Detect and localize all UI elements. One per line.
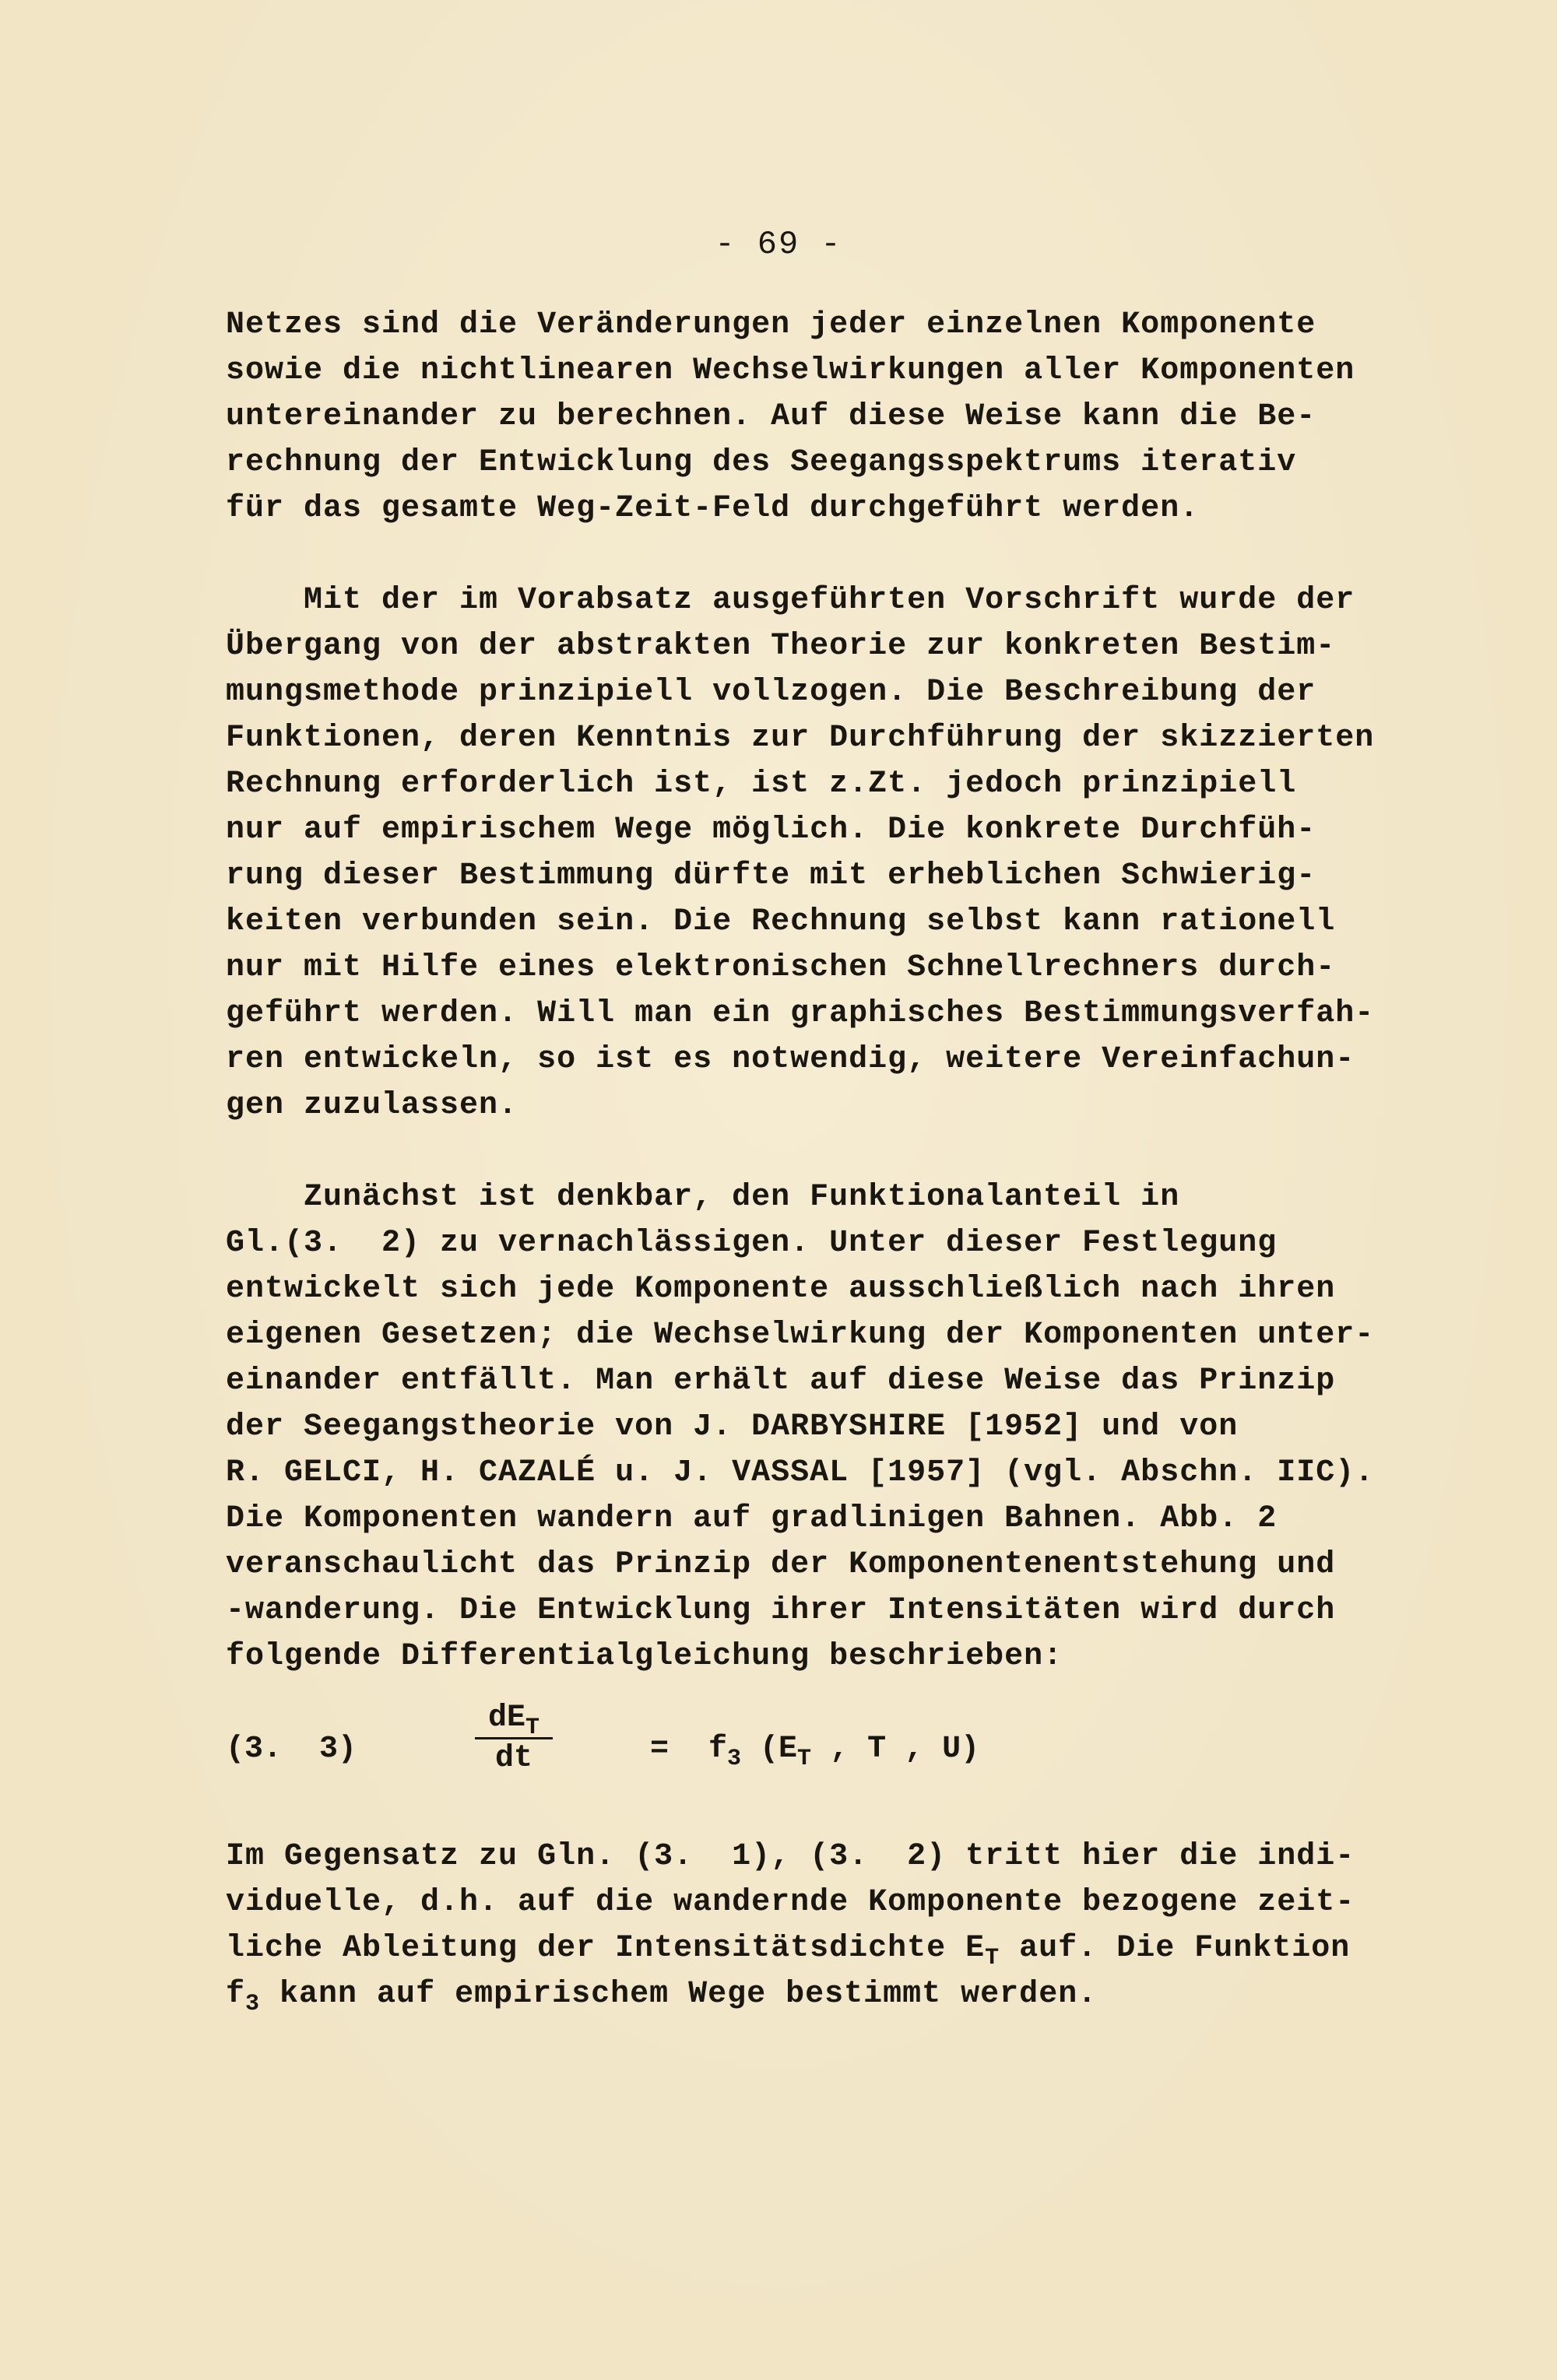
rhs-args-rest: , T , U) <box>811 1732 980 1767</box>
paragraph-1-line-4: rechnung der Entwicklung des Seegangsspektrums iterativ <box>226 445 1297 480</box>
paragraph-1-line-5: für das gesamte Weg-Zeit-Feld durchgeführt werden. <box>226 491 1200 526</box>
paragraph-3-line-7: R. GELCI, H. CAZALÉ u. J. VASSAL [1957] (vgl. Abschn. IIC). <box>226 1455 1375 1490</box>
page-number: - 69 - <box>715 226 842 263</box>
intensity-subscript: T <box>985 1945 1000 1971</box>
paragraph-2-line-1: Mit der im Vorabsatz ausgeführten Vorschrift wurde der <box>226 583 1355 618</box>
paragraph-1-line-2: sowie die nichtlinearen Wechselwirkungen aller Komponenten <box>226 353 1355 388</box>
equation-3-3 <box>0 1701 1557 1802</box>
equation-rhs <box>708 1732 980 1772</box>
function-subscript: 3 <box>245 1991 261 2017</box>
closing-line-4-text: kann auf empirischem Wege bestimmt werden. <box>260 1977 1098 2012</box>
paragraph-2-line-2: Übergang von der abstrakten Theorie zur konkreten Bestim- <box>226 629 1336 664</box>
paragraph-2-line-10: geführt werden. Will man ein graphisches Bestimmungsverfah- <box>226 996 1375 1031</box>
paragraph-2-line-8: keiten verbunden sein. Die Rechnung selbst kann rationell <box>226 904 1336 939</box>
paragraph-2-line-7: rung dieser Bestimmung dürfte mit erheblichen Schwierig- <box>226 858 1316 893</box>
closing-line-4-function: f <box>226 1977 246 2012</box>
equation-fraction <box>475 1701 553 1776</box>
closing-line-3-tail: auf. Die Funktion <box>1000 1931 1351 1966</box>
rhs-function: f <box>708 1732 728 1767</box>
paragraph-2-line-11: ren entwickeln, so ist es notwendig, weitere Vereinfachun- <box>226 1042 1355 1077</box>
equation-number: (3. 3) <box>226 1732 357 1767</box>
fraction-numerator <box>475 1701 553 1739</box>
paragraph-3-line-8: Die Komponenten wandern auf gradlinigen Bahnen. Abb. 2 <box>226 1501 1278 1536</box>
numerator-subscript: T <box>525 1715 540 1741</box>
closing-line-4 <box>226 1976 1098 2017</box>
equals-sign: = <box>650 1732 670 1767</box>
paragraph-2-line-5: Rechnung erforderlich ist, ist z.Zt. jedoch prinzipiell <box>226 767 1297 802</box>
fraction-denominator: dt <box>494 1741 532 1776</box>
rhs-function-subscript: 3 <box>727 1746 742 1772</box>
closing-line-1: Im Gegensatz zu Gln. (3. 1), (3. 2) tritt hier die indi- <box>226 1839 1355 1874</box>
closing-line-3-text: liche Ableitung der Intensitätsdichte E <box>226 1931 986 1966</box>
paragraph-1-line-3: untereinander zu berechnen. Auf diese Weise kann die Be- <box>226 399 1316 434</box>
paragraph-3-line-5: einander entfällt. Man erhält auf diese Weise das Prinzip <box>226 1364 1336 1399</box>
paragraph-3-line-9: veranschaulicht das Prinzip der Komponentenentstehung und <box>226 1547 1336 1582</box>
paragraph-2-line-9: nur mit Hilfe eines elektronischen Schnellrechners durch- <box>226 950 1336 985</box>
closing-line-2: viduelle, d.h. auf die wandernde Komponente bezogene zeit- <box>226 1885 1355 1920</box>
paragraph-2-line-6: nur auf empirischem Wege möglich. Die konkrete Durchfüh- <box>226 813 1316 848</box>
closing-line-3 <box>226 1930 1351 1971</box>
paragraph-3-line-3: entwickelt sich jede Komponente ausschließlich nach ihren <box>226 1272 1336 1307</box>
paragraph-1-line-1: Netzes sind die Veränderungen jeder einzelnen Komponente <box>226 307 1316 342</box>
paragraph-2-line-3: mungsmethode prinzipiell vollzogen. Die Beschreibung der <box>226 675 1316 710</box>
paragraph-3-line-2: Gl.(3. 2) zu vernachlässigen. Unter dieser Festlegung <box>226 1226 1278 1261</box>
paragraph-3-line-10: -wanderung. Die Entwicklung ihrer Intensitäten wird durch <box>226 1593 1336 1628</box>
rhs-arg-e-subscript: T <box>797 1746 812 1772</box>
numerator-base: dE <box>487 1701 525 1736</box>
paragraph-3-line-11: folgende Differentialgleichung beschrieben: <box>226 1639 1063 1674</box>
paragraph-2-line-4: Funktionen, deren Kenntnis zur Durchführung der skizzierten <box>226 721 1375 756</box>
rhs-arg-e: (E <box>741 1732 798 1767</box>
paragraph-2-line-12: gen zuzulassen. <box>226 1088 518 1123</box>
paragraph-3-line-4: eigenen Gesetzen; die Wechselwirkung der Komponenten unter- <box>226 1318 1375 1353</box>
paragraph-3-line-6: der Seegangstheorie von J. DARBYSHIRE [1952] und von <box>226 1409 1239 1444</box>
paragraph-3-line-1: Zunächst ist denkbar, den Funktionalanteil in <box>226 1180 1180 1215</box>
